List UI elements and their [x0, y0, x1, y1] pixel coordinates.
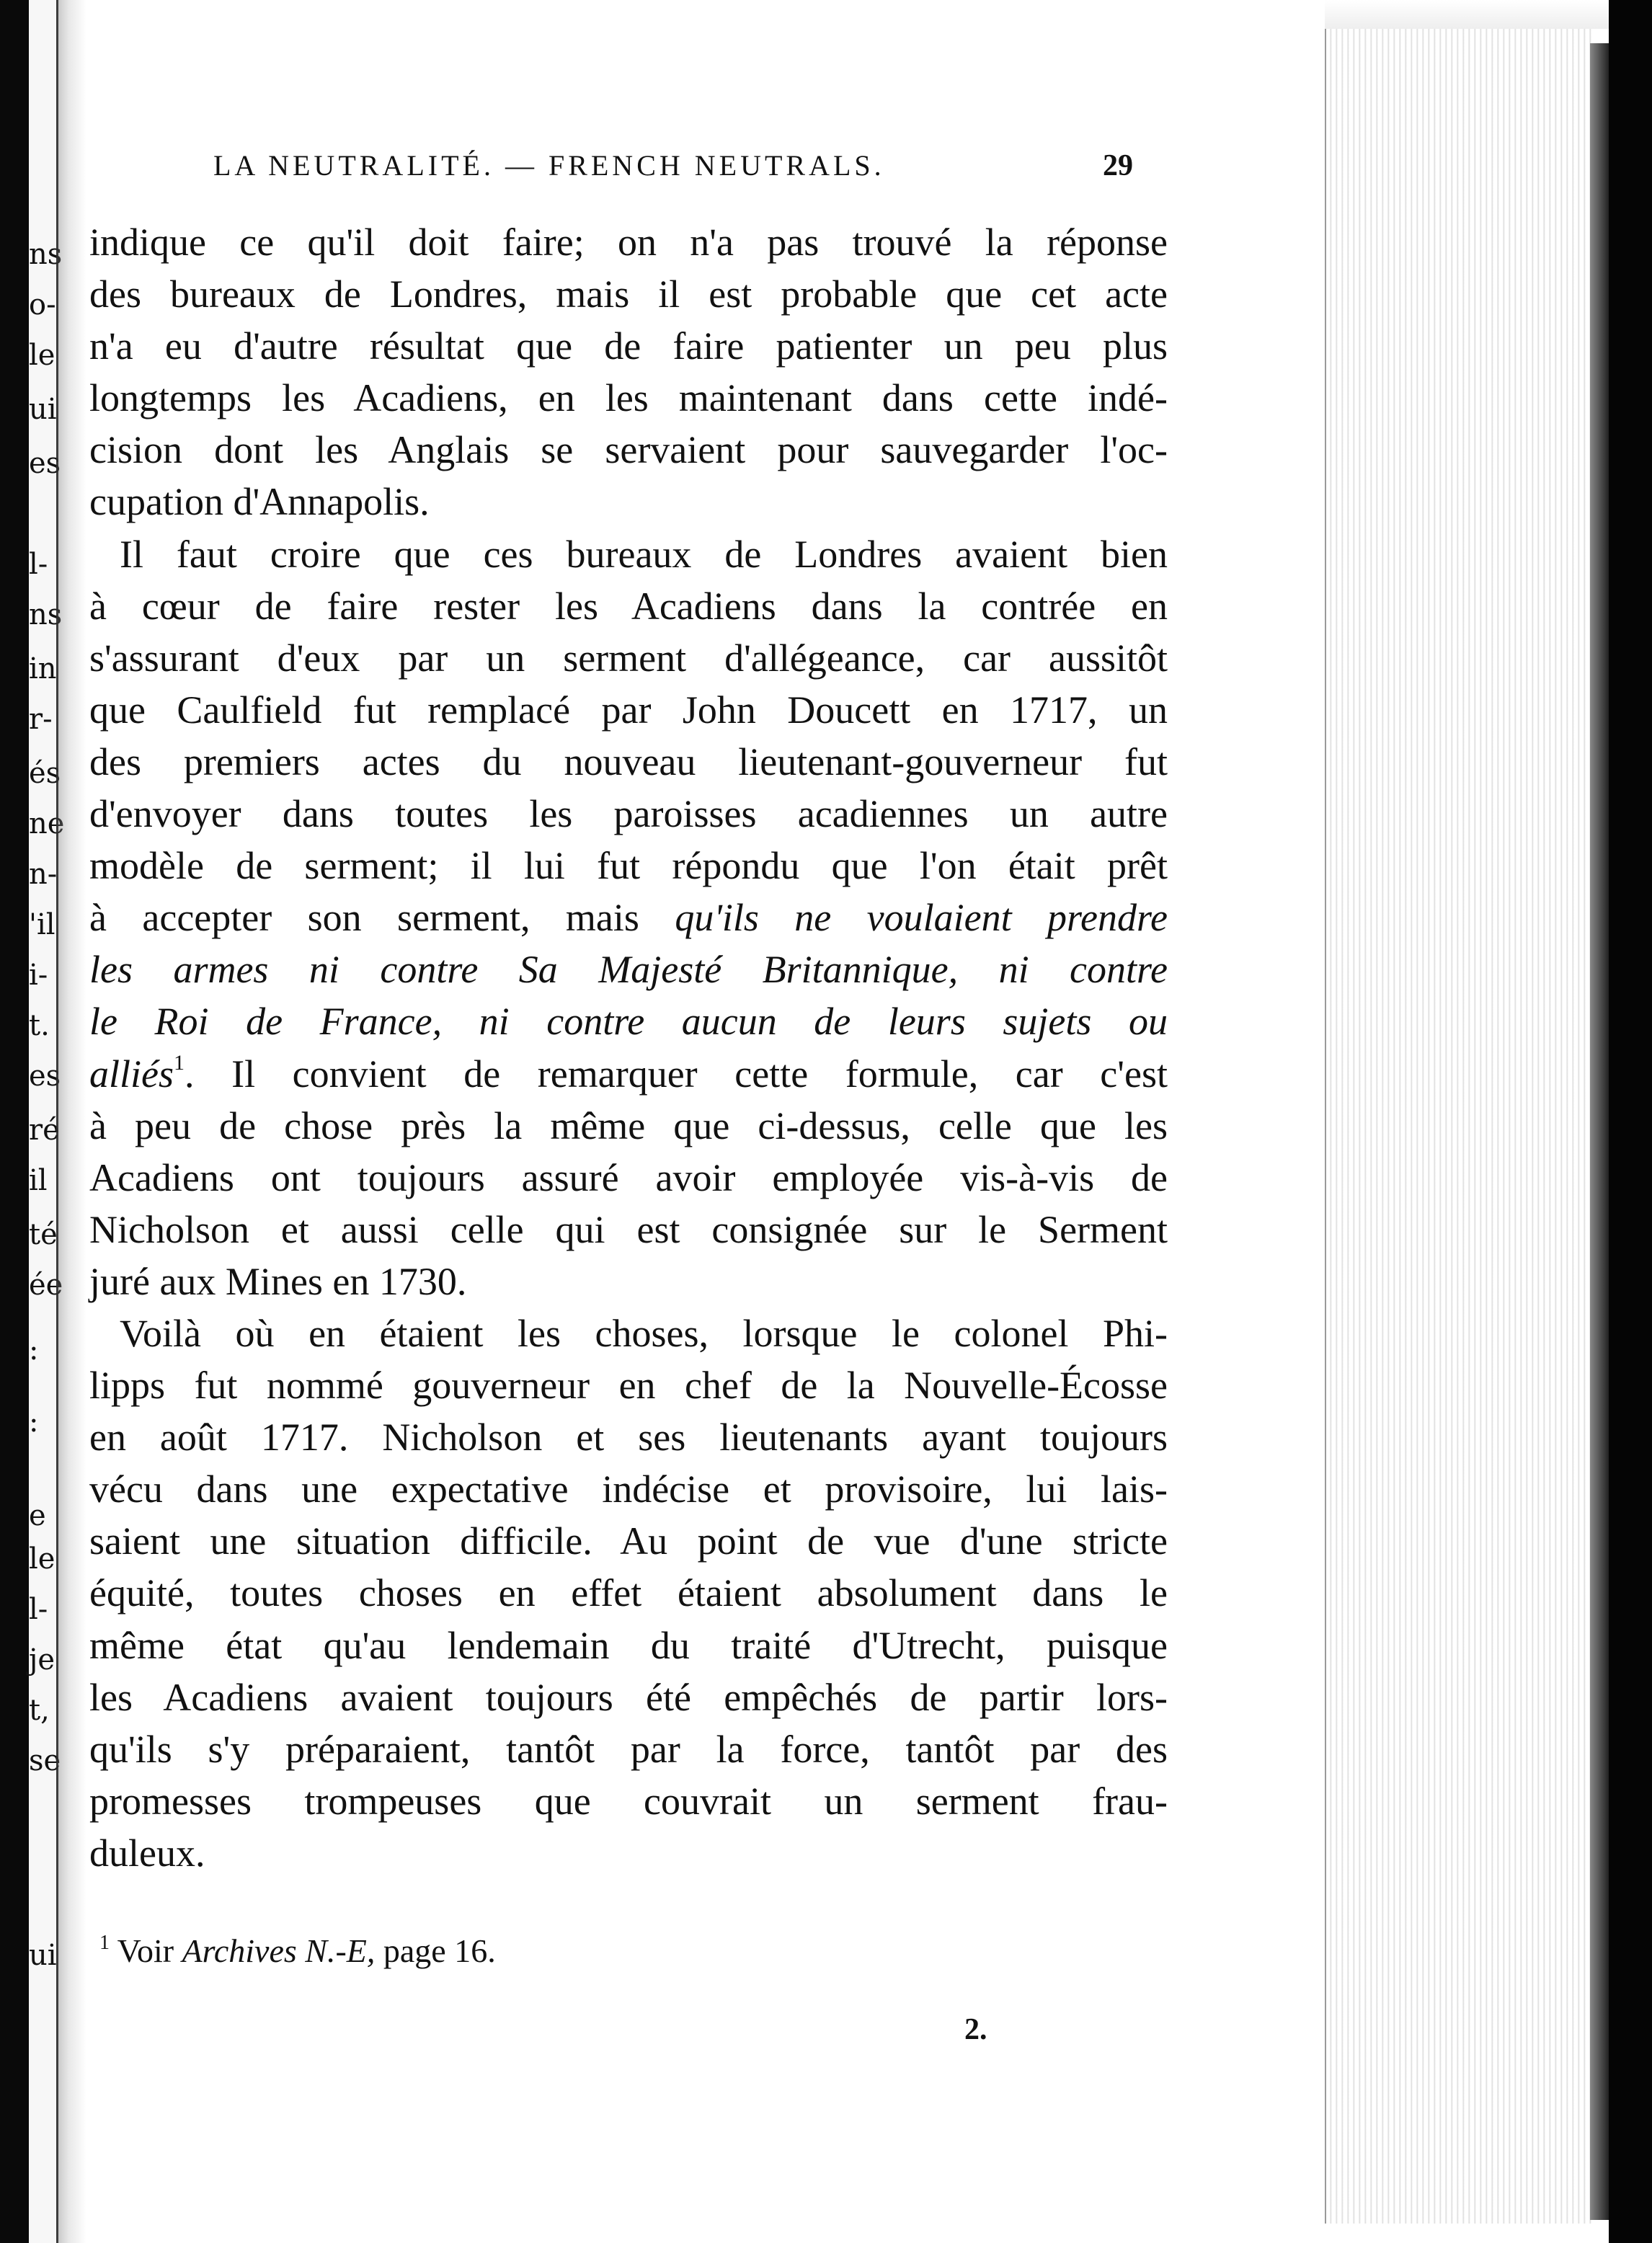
text-line: n'a eu d'autre résultat que de faire patienter un peu plus [89, 324, 1168, 368]
text-line: cupation d'Annapolis. [89, 480, 430, 524]
italic-quote: qu'ils ne voulaient prendre [675, 896, 1168, 940]
text-line: d'envoyer dans toutes les paroisses acadiennes un autre [89, 792, 1168, 836]
text-run: . Il convient de remarquer cette formule, car c'est [185, 1052, 1168, 1096]
text-line: des premiers actes du nouveau lieutenant-gouverneur fut [89, 739, 1168, 783]
text-line: que Caulfield fut remplacé par John Doucett en 1717, un [89, 688, 1168, 732]
text-line: vécu dans une expectative indécise et provisoire, lui lais- [89, 1467, 1168, 1511]
text-line: Acadiens ont toujours assuré avoir employée vis-à-vis de [89, 1155, 1168, 1199]
previous-page-fragment: ne [29, 807, 65, 840]
page-stack-shadow [1590, 43, 1609, 2220]
previous-page-fragment: le [29, 1542, 55, 1576]
text-line: longtemps les Acadiens, en les maintenant dans cette indé- [89, 376, 1168, 420]
text-line: Voilà où en étaient les choses, lorsque le colonel Phi- [120, 1311, 1168, 1355]
text-line: à peu de chose près la même que ci-dessus, celle que les [89, 1103, 1168, 1147]
previous-page-fragment: ui [29, 1939, 57, 1972]
previous-page-fragment: és [29, 757, 61, 790]
footnote [99, 1932, 496, 1970]
text-run: à accepter son serment, mais [89, 896, 639, 940]
previous-page-fragment: i- [29, 959, 48, 992]
previous-page-fragment: n- [29, 858, 58, 891]
running-title: LA NEUTRALITÉ. — FRENCH NEUTRALS. [213, 149, 885, 182]
page-stack-top [1325, 0, 1613, 29]
italic-quote: alliés [89, 1052, 174, 1096]
text-line [86, 892, 1168, 943]
previous-page-fragment: je [29, 1643, 55, 1676]
previous-page-fragment: e [29, 1499, 46, 1532]
footnote-reference: 1 [174, 1050, 185, 1075]
page-number: 29 [1103, 149, 1133, 182]
previous-page-fragment: se [29, 1744, 61, 1777]
signature-mark: 2. [964, 2013, 987, 2046]
previous-page-fragment: ré [29, 1114, 60, 1147]
previous-page-fragment: le [29, 339, 55, 372]
text-line: les Acadiens avaient toujours été empêchés de partir lors- [89, 1675, 1168, 1719]
page-stack-edges [1325, 29, 1594, 2224]
previous-page-fragment: ns [29, 238, 63, 271]
text-line: indique ce qu'il doit faire; on n'a pas trouvé la réponse [89, 221, 1168, 264]
book-gutter-shadow [56, 0, 86, 2243]
text-line: promesses trompeuses que couvrait un serment frau- [89, 1779, 1168, 1823]
running-head [86, 148, 1325, 192]
previous-page-fragment: l- [29, 1593, 48, 1626]
scan-left-border [0, 0, 29, 2243]
text-line-italic: les armes ni contre Sa Majesté Britannique, ni contre [89, 948, 1168, 992]
previous-page-fragment: l- [29, 548, 48, 581]
text-line: équité, toutes choses en effet étaient absolument dans le [89, 1571, 1168, 1615]
text-line [86, 1048, 1168, 1100]
paragraph-3 [86, 1307, 1168, 1879]
previous-page-fragment: ns [29, 598, 63, 631]
text-line: saient une situation difficile. Au point de vue d'une stricte [89, 1519, 1168, 1563]
previous-page-fragment: ée [29, 1269, 63, 1302]
text-line: même état qu'au lendemain du traité d'Utrecht, puisque [89, 1623, 1168, 1667]
previous-page-fragment: r- [29, 703, 53, 736]
previous-page-fragment: in [29, 652, 57, 685]
footnote-prefix: Voir [110, 1932, 182, 1969]
previous-page-fragment: 'il [29, 908, 55, 941]
scan-right-border [1609, 0, 1652, 2243]
previous-page-fragment: té [29, 1218, 58, 1251]
footnote-source: Archives N.-E, [182, 1932, 376, 1969]
previous-page-fragment: es [29, 1060, 61, 1093]
text-line: à cœur de faire rester les Acadiens dans la contrée en [89, 584, 1168, 628]
text-line: en août 1717. Nicholson et ses lieutenants ayant toujours [89, 1416, 1168, 1460]
text-line: lipps fut nommé gouverneur en chef de la Nouvelle-Écosse [89, 1364, 1168, 1408]
text-line-italic: le Roi de France, ni contre aucun de leurs sujets ou [89, 1000, 1168, 1044]
previous-page-edge [29, 0, 65, 2243]
text-line: modèle de serment; il lui fut répondu que l'on était prêt [89, 844, 1168, 888]
text-line: duleux. [89, 1831, 205, 1875]
text-line: cision dont les Anglais se servaient pour sauvegarder l'oc- [89, 428, 1168, 472]
book-page [86, 0, 1325, 2243]
text-line: Il faut croire que ces bureaux de Londres avaient bien [120, 532, 1168, 576]
previous-page-fragment: t, [29, 1694, 50, 1727]
previous-page-fragment: es [29, 447, 61, 480]
previous-page-fragment: ui [29, 393, 57, 426]
previous-page-fragment: t. [29, 1009, 50, 1042]
paragraph-1 [86, 216, 1168, 528]
previous-page-fragment: o- [29, 288, 56, 321]
footnote-marker: 1 [99, 1932, 110, 1954]
previous-page-fragment: : [29, 1333, 39, 1367]
footnote-suffix: page 16. [375, 1932, 496, 1969]
previous-page-fragment: : [29, 1405, 39, 1439]
page-body [86, 216, 1168, 1879]
text-line: qu'ils s'y préparaient, tantôt par la force, tantôt par des [89, 1727, 1168, 1771]
previous-page-fragment: il [29, 1164, 48, 1197]
text-line: s'assurant d'eux par un serment d'allégeance, car aussitôt [89, 636, 1168, 680]
paragraph-2 [86, 528, 1168, 1307]
text-line: juré aux Mines en 1730. [89, 1259, 467, 1303]
text-line: des bureaux de Londres, mais il est probable que cet acte [89, 272, 1168, 316]
text-line: Nicholson et aussi celle qui est consignée sur le Serment [89, 1207, 1168, 1251]
